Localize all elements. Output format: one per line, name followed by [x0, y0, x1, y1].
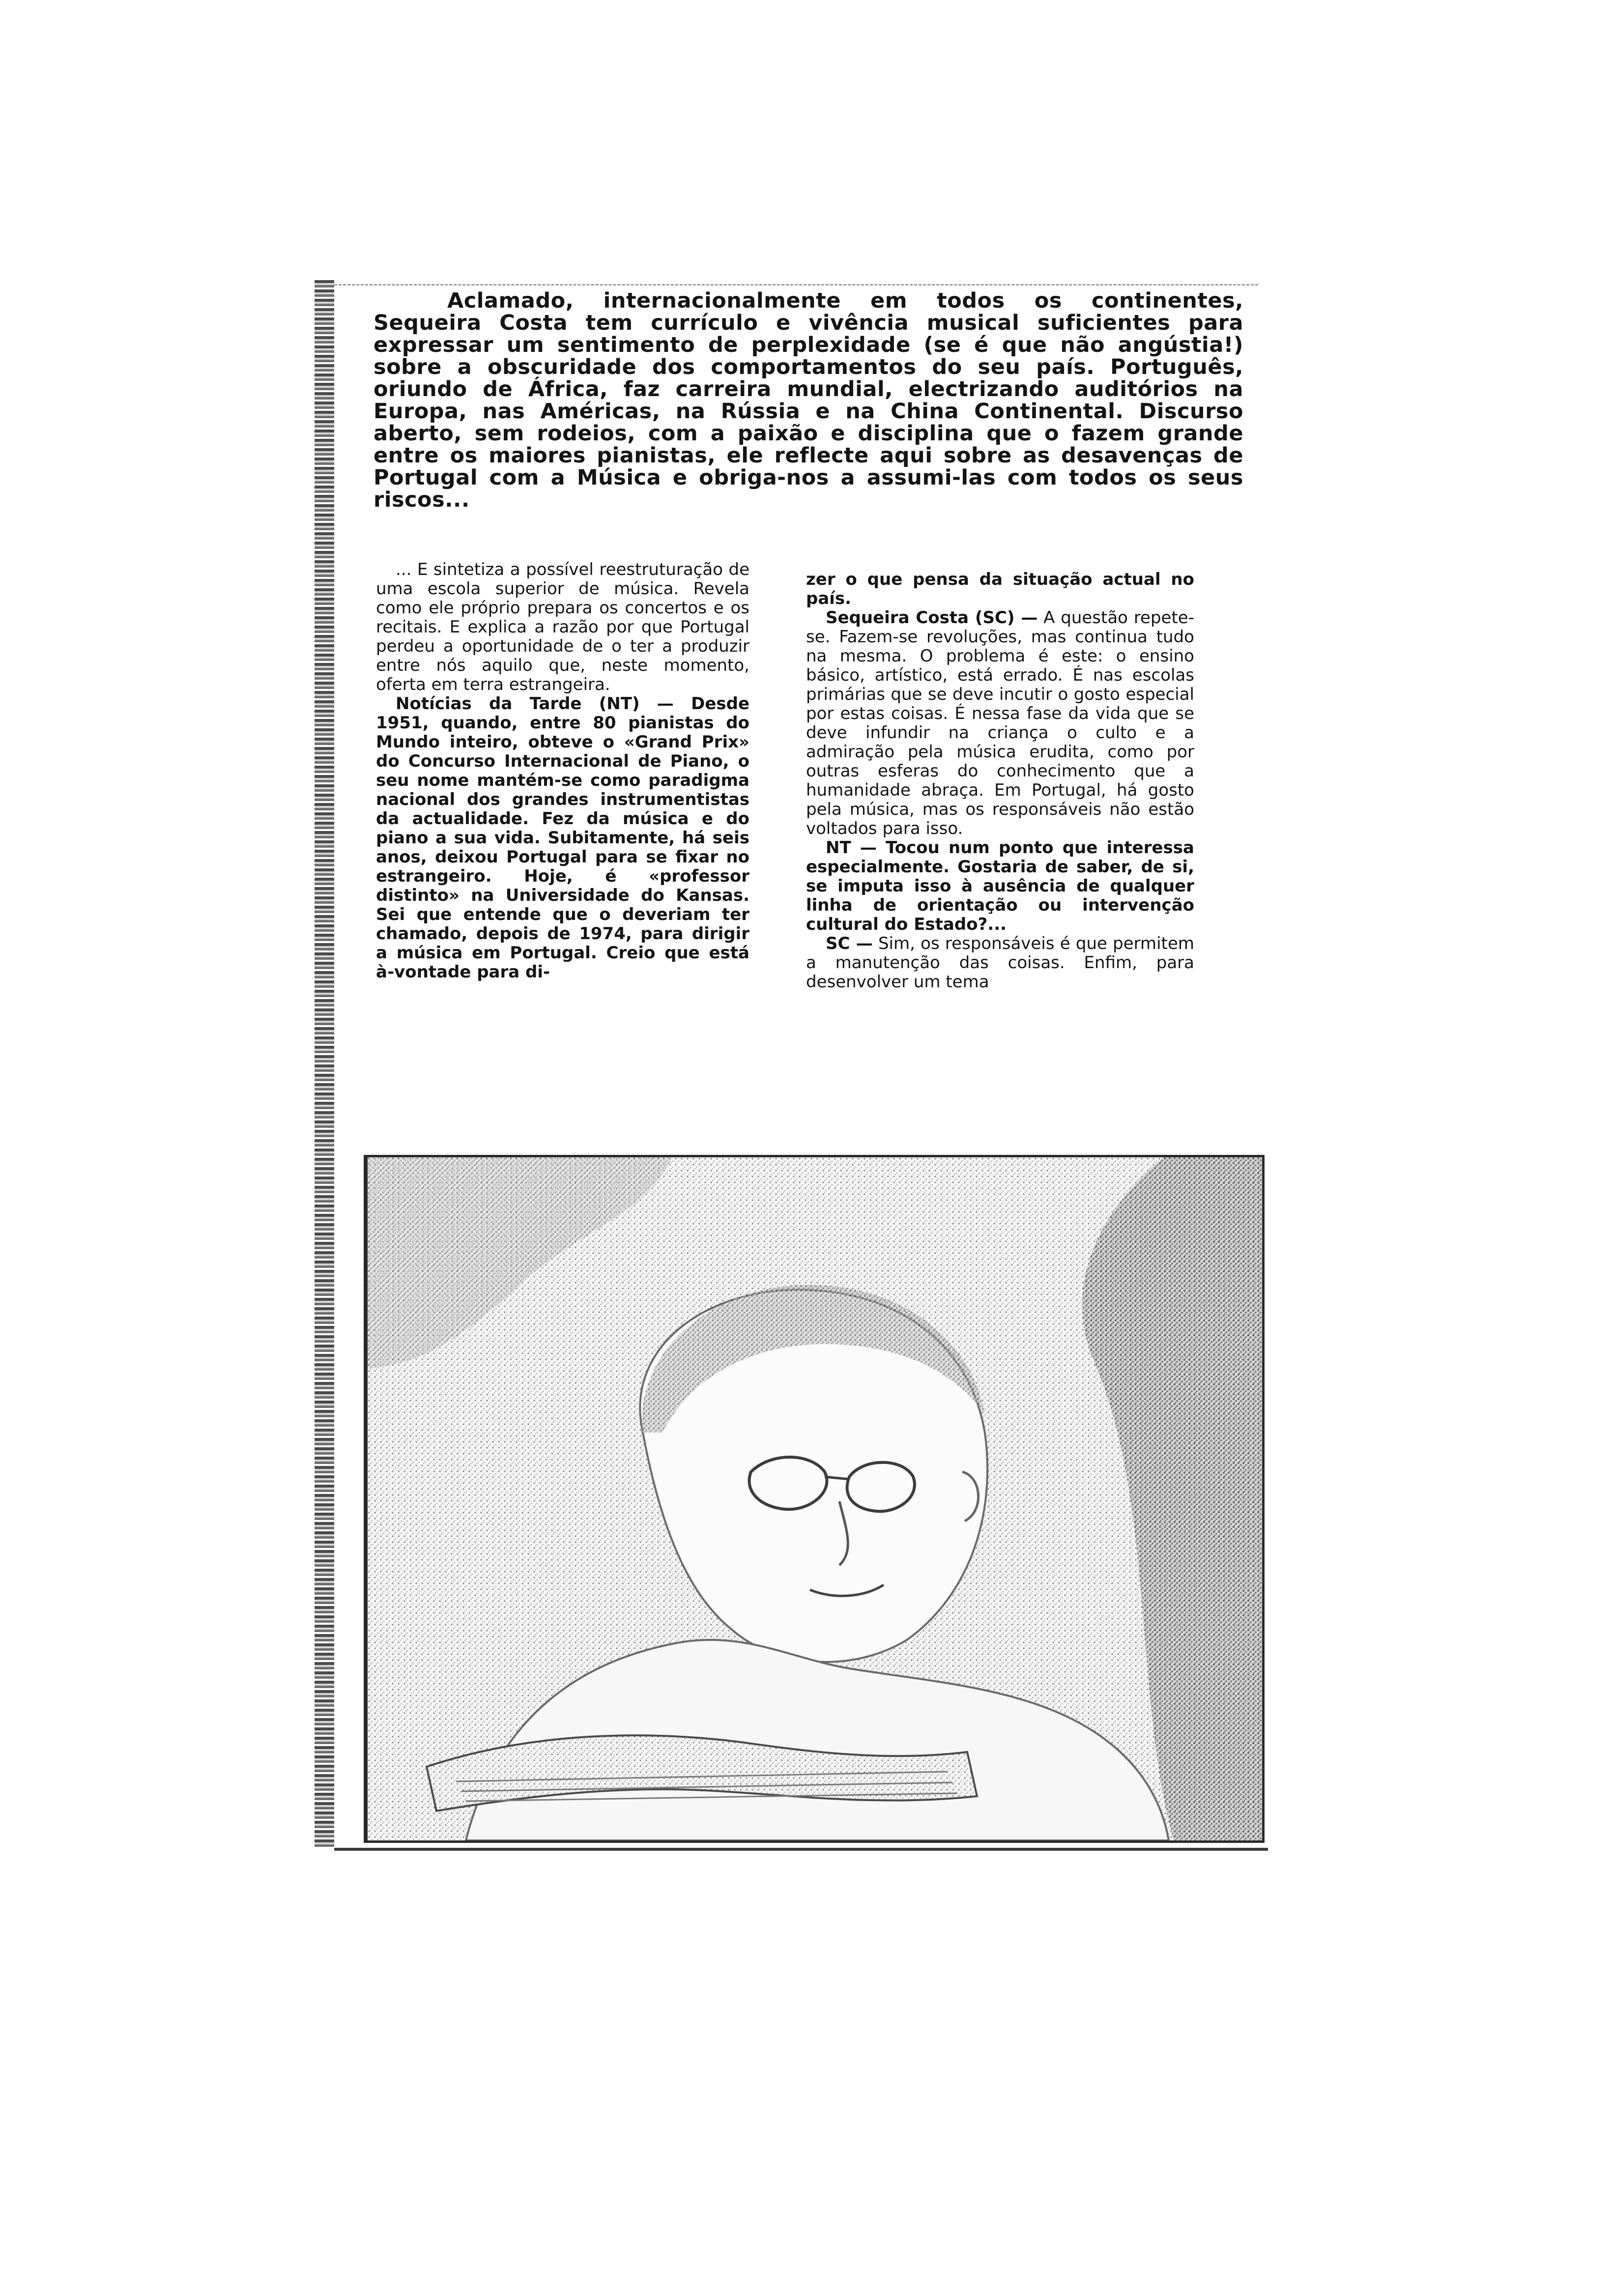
speaker-label: NT —	[826, 838, 877, 858]
lead-paragraph: Aclamado, internacionalmente em todos os continentes, Sequeira Costa tem currículo e vivência musical suficientes para expressar um sentimento de perplexidade (se é que não angústia!) sobre a obscuridade dos comportamentos do seu país. Português, oriundo de África, faz carreira mundial, electrizando auditórios na Europa, nas Américas, na Rússia e na China Continental. Discurso aberto, sem rodeios, com a paixão e disciplina que o fazem grande entre os maiores pianistas, ele reflecte aqui sobre as desavenças de Portugal com a Música e obriga-nos a assumi-las com todos os seus riscos...	[374, 288, 1243, 512]
text-column-left	[376, 560, 749, 982]
portrait-photo	[364, 1155, 1265, 1843]
question-paragraph	[806, 838, 1194, 934]
clipping-border-bottom	[334, 1848, 1268, 1851]
question-text: Desde 1951, quando, entre 80 pianistas do Mundo inteiro, obteve o «Grand Prix» do Concurso Internacional de Piano, o seu nome mantém-se como paradigma nacional dos grandes instrumentistas da actualidade. Fez da música e do piano a sua vida. Subitamente, há seis anos, deixou Portugal para se fixar no estrangeiro. Hoje, é «professor distinto» na Universidade do Kansas. Sei que entende que o deveriam ter chamado, depois de 1974, para dirigir a música em Portugal. Creio que está à-vontade para di-	[376, 694, 750, 982]
article-lead	[374, 290, 1243, 511]
newspaper-clipping	[315, 275, 1273, 1858]
pianist-photo-illustration	[368, 1157, 1262, 1840]
answer-text: A questão repete-se. Fazem-se revoluções, mas continua tudo na mesma. O problema é este: o ensino básico, artístico, está errado. É nas escolas primárias que se deve incutir o gosto especial por estas coisas. É nessa fase da vida que se deve infundir na criança o culto e a admiração pela música erudita, como por outras esferas do conhecimento que a humanidade abraça. Em Portugal, há gosto pela música, mas os responsáveis não estão voltados para isso.	[806, 608, 1194, 838]
torn-edge	[315, 280, 334, 1848]
question-paragraph	[376, 694, 749, 982]
intro-paragraph: ... E sintetiza a possível reestruturação de uma escola superior de música. Revela como ele próprio prepara os concertos e os recitais. E explica a razão por que Portugal perdeu a oportunidade de o ter a produzir entre nós aquilo que, neste momento, oferta em terra estrangeira.	[376, 560, 749, 694]
clipping-border-top	[334, 284, 1258, 286]
answer-paragraph	[806, 934, 1194, 992]
speaker-label: Notícias da Tarde (NT) —	[396, 694, 674, 714]
answer-paragraph	[806, 608, 1194, 838]
speaker-label: Sequeira Costa (SC) —	[826, 608, 1038, 628]
question-continuation: zer o que pensa da situação actual no país.	[806, 570, 1194, 608]
speaker-label: SC —	[826, 934, 873, 953]
text-column-right	[806, 570, 1194, 992]
question-text: Tocou num ponto que interessa especialmente. Gostaria de saber, de si, se imputa isso à ausência de qualquer linha de orientação ou intervenção cultural do Estado?...	[806, 838, 1194, 934]
answer-text: Sim, os responsáveis é que permitem a manutenção das coisas. Enfim, para desenvolver um tema	[806, 934, 1194, 992]
